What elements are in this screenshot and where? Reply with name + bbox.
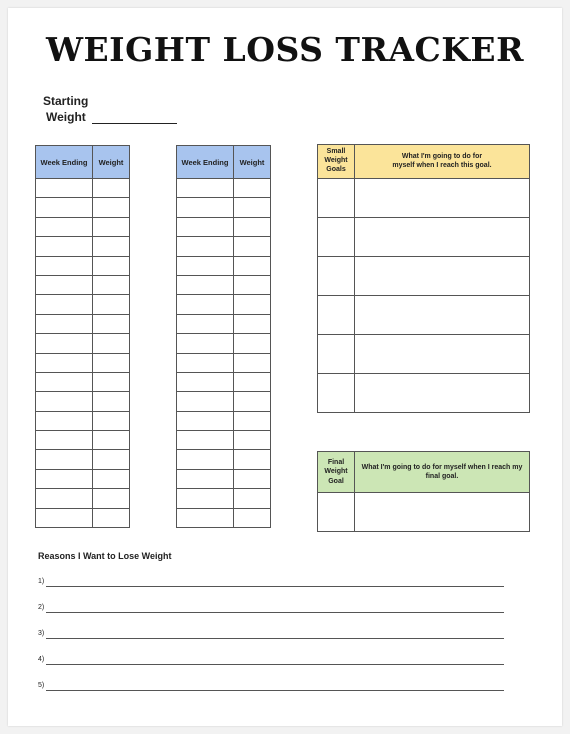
small-goal-value-cell[interactable]	[318, 218, 355, 257]
log-row	[177, 431, 271, 450]
log-row	[177, 508, 271, 527]
weight-cell[interactable]	[93, 256, 130, 275]
weight-cell[interactable]	[93, 372, 130, 391]
log-row	[36, 469, 130, 488]
weight-cell[interactable]	[234, 237, 271, 256]
log-row	[177, 314, 271, 333]
weight-cell[interactable]	[234, 334, 271, 353]
log-row	[177, 392, 271, 411]
weight-cell[interactable]	[93, 411, 130, 430]
weight-cell[interactable]	[93, 508, 130, 527]
weight-cell[interactable]	[234, 508, 271, 527]
weight-cell[interactable]	[93, 198, 130, 217]
reason-number: 2)	[38, 604, 45, 611]
log-row	[36, 179, 130, 198]
week-ending-cell[interactable]	[36, 314, 93, 333]
final-goal-table	[317, 451, 530, 532]
small-goal-value-cell[interactable]	[318, 296, 355, 335]
week-ending-cell[interactable]	[36, 179, 93, 198]
log-row	[177, 372, 271, 391]
week-ending-cell[interactable]	[177, 392, 234, 411]
week-ending-cell[interactable]	[177, 372, 234, 391]
week-ending-cell[interactable]	[177, 353, 234, 372]
reason-line-1[interactable]	[38, 578, 504, 590]
weight-cell[interactable]	[93, 489, 130, 508]
log-row	[177, 179, 271, 198]
reason-number: 4)	[38, 656, 45, 663]
log-row	[177, 469, 271, 488]
weight-cell[interactable]	[234, 198, 271, 217]
small-goal-reward-line2: myself when I reach this goal.	[392, 161, 492, 169]
small-goal-row	[318, 257, 530, 296]
weight-cell[interactable]	[234, 217, 271, 236]
weight-cell[interactable]	[234, 469, 271, 488]
log-row	[177, 256, 271, 275]
week-ending-cell[interactable]	[36, 334, 93, 353]
week-ending-header: Week Ending	[36, 146, 93, 179]
week-ending-cell[interactable]	[177, 217, 234, 236]
log-row	[36, 237, 130, 256]
weight-cell[interactable]	[234, 392, 271, 411]
log-row	[177, 489, 271, 508]
reason-line-5[interactable]	[38, 682, 504, 694]
small-goal-reward-cell[interactable]	[355, 179, 530, 218]
reason-underline	[46, 612, 504, 613]
week-ending-cell[interactable]	[177, 489, 234, 508]
weight-cell[interactable]	[93, 353, 130, 372]
small-goal-reward-line1: What I'm going to do for	[401, 152, 483, 160]
week-ending-cell[interactable]	[177, 508, 234, 527]
week-ending-cell[interactable]	[36, 431, 93, 450]
week-ending-cell[interactable]	[36, 237, 93, 256]
reason-underline	[46, 638, 504, 639]
log-row	[36, 217, 130, 236]
weight-cell[interactable]	[93, 314, 130, 333]
week-ending-cell[interactable]	[36, 275, 93, 294]
weekly-log-table-1	[35, 145, 130, 528]
week-ending-cell[interactable]	[36, 217, 93, 236]
reason-line-3[interactable]	[38, 630, 504, 642]
small-weight-goals-header: Small Weight Goals	[318, 145, 355, 179]
weight-cell[interactable]	[93, 295, 130, 314]
weight-cell[interactable]	[234, 314, 271, 333]
small-goal-row	[318, 335, 530, 374]
weight-cell[interactable]	[234, 431, 271, 450]
final-goal-reward-line1: What I'm going to do for myself when I reach my	[361, 463, 523, 471]
reason-line-4[interactable]	[38, 656, 504, 668]
weight-cell[interactable]	[234, 450, 271, 469]
starting-label-line1: Starting	[43, 94, 89, 108]
log-row	[177, 411, 271, 430]
week-ending-cell[interactable]	[177, 469, 234, 488]
weekly-log-table-2	[176, 145, 271, 528]
reasons-title: Reasons I Want to Lose Weight	[38, 551, 172, 561]
small-goal-value-cell[interactable]	[318, 257, 355, 296]
weight-cell[interactable]	[234, 372, 271, 391]
log-row	[36, 508, 130, 527]
page-title: WEIGHT LOSS TRACKER	[45, 30, 525, 69]
log-row	[177, 353, 271, 372]
log-row	[36, 392, 130, 411]
log-row	[36, 198, 130, 217]
small-goal-value-cell[interactable]	[318, 179, 355, 218]
small-goal-reward-cell[interactable]	[355, 218, 530, 257]
week-ending-cell[interactable]	[177, 237, 234, 256]
weight-cell[interactable]	[234, 489, 271, 508]
week-ending-cell[interactable]	[177, 450, 234, 469]
week-ending-cell[interactable]	[36, 411, 93, 430]
small-goal-row	[318, 179, 530, 218]
week-ending-cell[interactable]	[177, 431, 234, 450]
reason-number: 3)	[38, 630, 45, 637]
log-row	[177, 275, 271, 294]
weight-cell[interactable]	[93, 217, 130, 236]
log-rows	[36, 179, 130, 528]
week-ending-cell[interactable]	[36, 508, 93, 527]
week-ending-cell[interactable]	[36, 469, 93, 488]
log-row	[36, 275, 130, 294]
log-row	[36, 353, 130, 372]
log-row	[177, 198, 271, 217]
week-ending-cell[interactable]	[177, 256, 234, 275]
log-row	[177, 237, 271, 256]
week-ending-cell[interactable]	[36, 256, 93, 275]
weight-cell[interactable]	[93, 431, 130, 450]
weight-cell[interactable]	[234, 353, 271, 372]
week-ending-cell[interactable]	[177, 334, 234, 353]
reason-line-2[interactable]	[38, 604, 504, 616]
final-weight-goal-header: Final Weight Goal	[318, 452, 355, 493]
weight-header: Weight	[234, 146, 271, 179]
log-row	[177, 450, 271, 469]
reason-underline	[46, 664, 504, 665]
small-goal-reward-cell[interactable]	[355, 335, 530, 374]
weight-cell[interactable]	[234, 256, 271, 275]
log-row	[36, 489, 130, 508]
weight-cell[interactable]	[234, 275, 271, 294]
small-goal-rows	[318, 179, 530, 413]
log-row	[36, 334, 130, 353]
small-goal-reward-cell[interactable]	[355, 296, 530, 335]
week-ending-cell[interactable]	[177, 275, 234, 294]
weight-cell[interactable]	[93, 392, 130, 411]
weight-cell[interactable]	[234, 179, 271, 198]
final-goal-reward-line2: final goal.	[425, 473, 459, 480]
reason-number: 5)	[38, 682, 45, 689]
week-ending-cell[interactable]	[36, 392, 93, 411]
small-goal-value-cell[interactable]	[318, 374, 355, 413]
small-goal-row	[318, 296, 530, 335]
small-goal-reward-header	[355, 145, 530, 179]
week-ending-cell[interactable]	[177, 198, 234, 217]
week-ending-cell[interactable]	[177, 295, 234, 314]
small-goals-table	[317, 144, 530, 413]
starting-label-line2: Weight	[46, 110, 86, 124]
week-ending-cell[interactable]	[177, 411, 234, 430]
weight-cell[interactable]	[93, 469, 130, 488]
week-ending-cell[interactable]	[36, 295, 93, 314]
week-ending-cell[interactable]	[36, 450, 93, 469]
small-goal-value-cell[interactable]	[318, 335, 355, 374]
log-row	[177, 334, 271, 353]
weight-cell[interactable]	[93, 179, 130, 198]
log-row	[36, 431, 130, 450]
log-row	[177, 217, 271, 236]
weight-cell[interactable]	[93, 450, 130, 469]
week-ending-cell[interactable]	[177, 314, 234, 333]
log-rows	[177, 179, 271, 528]
log-row	[36, 450, 130, 469]
week-ending-cell[interactable]	[177, 179, 234, 198]
week-ending-cell[interactable]	[36, 372, 93, 391]
small-goal-reward-cell[interactable]	[355, 374, 530, 413]
week-ending-cell[interactable]	[36, 353, 93, 372]
final-goal-reward-header	[355, 452, 530, 493]
log-row	[36, 295, 130, 314]
small-goal-row	[318, 218, 530, 257]
starting-weight-field[interactable]	[92, 123, 177, 124]
weight-cell[interactable]	[93, 275, 130, 294]
weight-cell[interactable]	[234, 295, 271, 314]
weight-header: Weight	[93, 146, 130, 179]
week-ending-cell[interactable]	[36, 489, 93, 508]
final-goal-row	[318, 493, 530, 532]
final-goal-value-cell[interactable]	[318, 493, 355, 532]
small-goal-row	[318, 374, 530, 413]
log-row	[36, 411, 130, 430]
final-goal-reward-cell[interactable]	[355, 493, 530, 532]
reason-number: 1)	[38, 578, 45, 585]
log-row	[36, 314, 130, 333]
log-row	[177, 295, 271, 314]
weight-cell[interactable]	[93, 237, 130, 256]
week-ending-header: Week Ending	[177, 146, 234, 179]
weight-cell[interactable]	[93, 334, 130, 353]
reason-underline	[46, 690, 504, 691]
small-goal-reward-cell[interactable]	[355, 257, 530, 296]
log-row	[36, 256, 130, 275]
reason-underline	[46, 586, 504, 587]
log-row	[36, 372, 130, 391]
week-ending-cell[interactable]	[36, 198, 93, 217]
weight-cell[interactable]	[234, 411, 271, 430]
